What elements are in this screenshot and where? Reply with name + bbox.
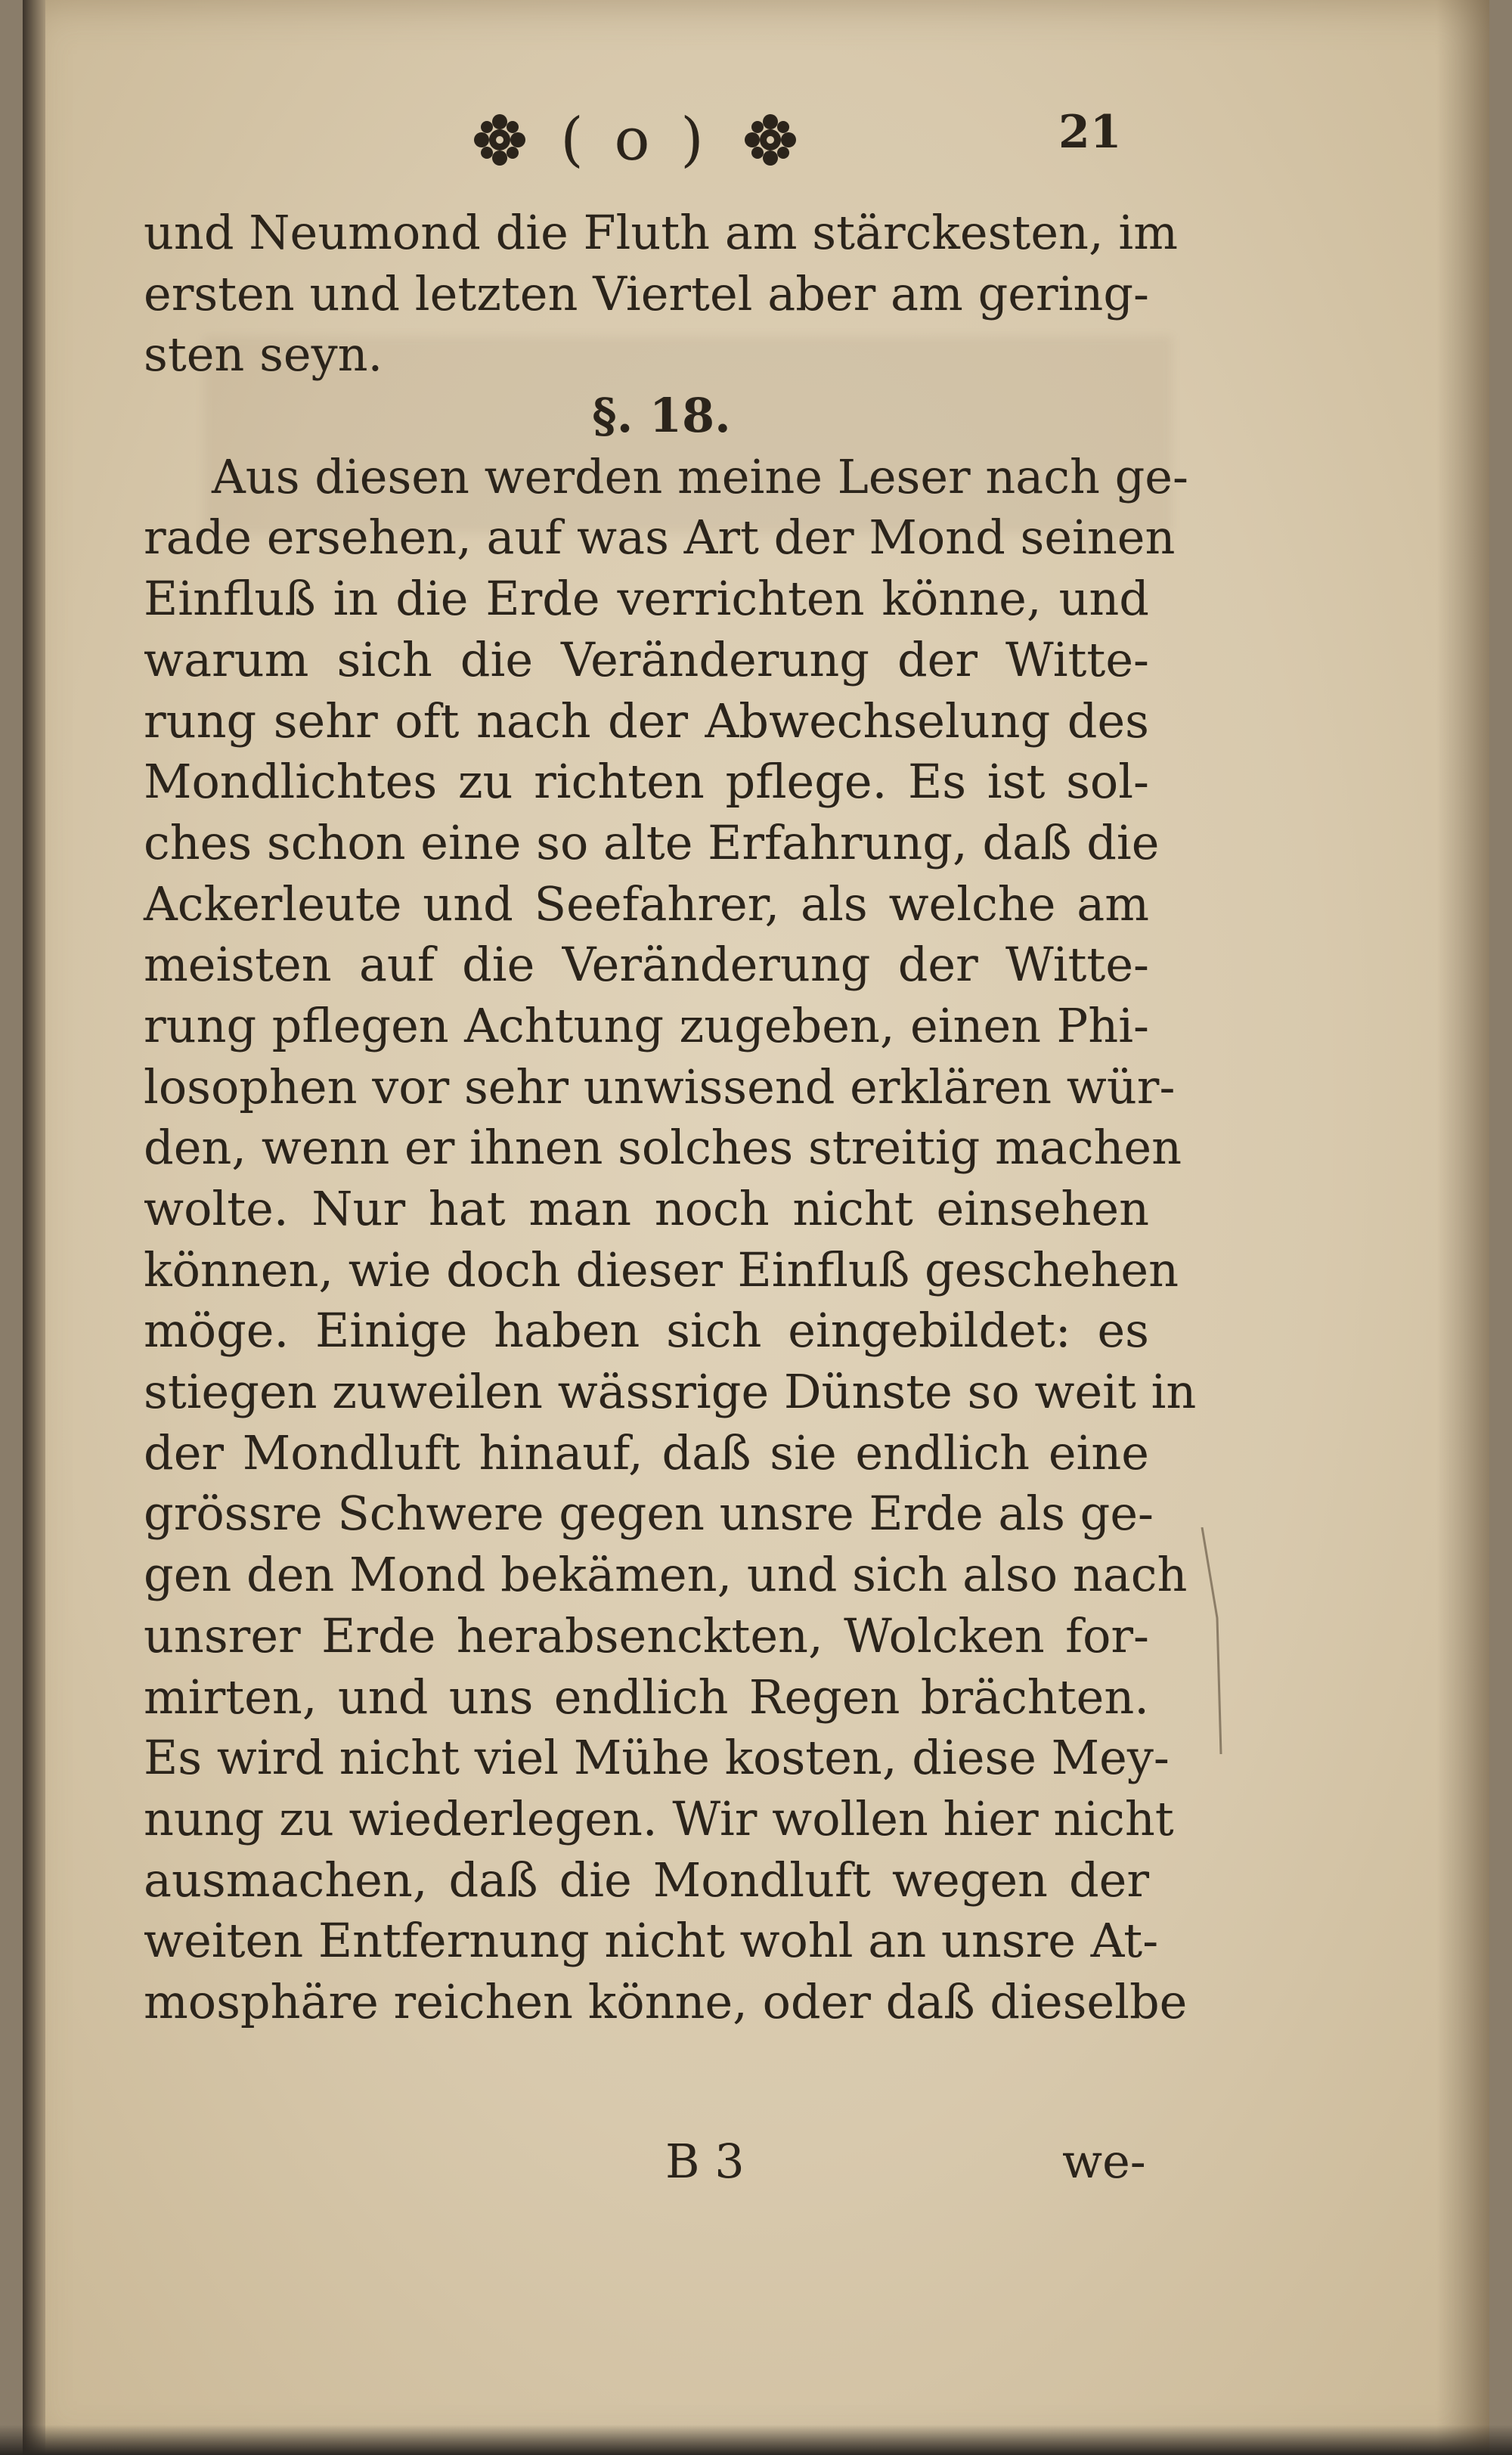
text-line: Mondlichtes zu richten pflege. Es ist sol-: [144, 754, 1149, 810]
text-line: rung pflegen Achtung zugeben, einen Phi-: [144, 997, 1149, 1053]
text-line: Aus diesen werden meine Leser nach ge-: [212, 448, 1188, 504]
text-line: rade ersehen, auf was Art der Mond seinen: [144, 510, 1176, 566]
scan-bottom-edge: [0, 2425, 1512, 2455]
text-line: mosphäre reichen könne, oder daß dieselbe: [144, 1973, 1188, 2029]
catchword: we-: [1062, 2134, 1146, 2189]
text-line: warum sich die Veränderung der Witte-: [144, 631, 1149, 687]
text-line: Es wird nicht viel Mühe kosten, diese Mey-: [144, 1730, 1170, 1786]
header-marker: ( o ): [560, 106, 710, 174]
text-line: weiten Entfernung nicht wohl an unsre At-: [144, 1913, 1159, 1969]
text-line: losophen vor sehr unwissend erklären wür-: [144, 1059, 1176, 1114]
text-line: und Neumond die Fluth am stärckesten, im: [144, 205, 1178, 260]
text-line: den, wenn er ihnen solches streitig machen: [144, 1120, 1182, 1176]
text-line: ausmachen, daß die Mondluft wegen der: [144, 1852, 1149, 1908]
text-line: grössre Schwere gegen unsre Erde als ge-: [144, 1486, 1154, 1542]
text-line: möge. Einige haben sich eingebildet: es: [144, 1303, 1149, 1359]
margin-pencil-mark: [1194, 1527, 1240, 1754]
page-right-edge: [1436, 0, 1489, 2455]
text-line: stiegen zuweilen wässrige Dünste so weit in: [144, 1364, 1197, 1420]
text-line: der Mondluft hinauf, daß sie endlich eine: [144, 1424, 1149, 1480]
text-line: mirten, und uns endlich Regen brächten.: [144, 1669, 1149, 1725]
page-header: [423, 98, 847, 181]
text-line: nung zu wiederlegen. Wir wollen hier nicht: [144, 1790, 1174, 1846]
text-line: ersten und letzten Viertel aber am gering-: [144, 265, 1149, 321]
text-line: sten seyn.: [144, 327, 383, 383]
text-line: rung sehr oft nach der Abwechselung des: [144, 693, 1149, 749]
text-line: gen den Mond bekämen, und sich also nach: [144, 1547, 1188, 1603]
text-line: Ackerleute und Seefahrer, als welche am: [144, 876, 1149, 931]
text-line: meisten auf die Veränderung der Witte-: [144, 937, 1149, 993]
section-heading: §. 18.: [592, 388, 731, 444]
body-text: [144, 203, 1197, 2033]
text-line: unsrer Erde herabsenckten, Wolcken for-: [144, 1607, 1149, 1663]
page-left-edge: [23, 0, 45, 2455]
text-line: können, wie doch dieser Einfluß geschehen: [144, 1241, 1179, 1297]
signature-mark: B 3: [665, 2134, 745, 2189]
right-flower-ornament-icon: [740, 110, 801, 170]
page-number: 21: [1058, 106, 1122, 159]
text-line: wolte. Nur hat man noch nicht einsehen: [144, 1181, 1149, 1236]
left-flower-ornament-icon: [469, 110, 530, 170]
text-line: ches schon eine so alte Erfahrung, daß die: [144, 814, 1160, 870]
text-line: Einfluß in die Erde verrichten könne, und: [144, 571, 1149, 627]
